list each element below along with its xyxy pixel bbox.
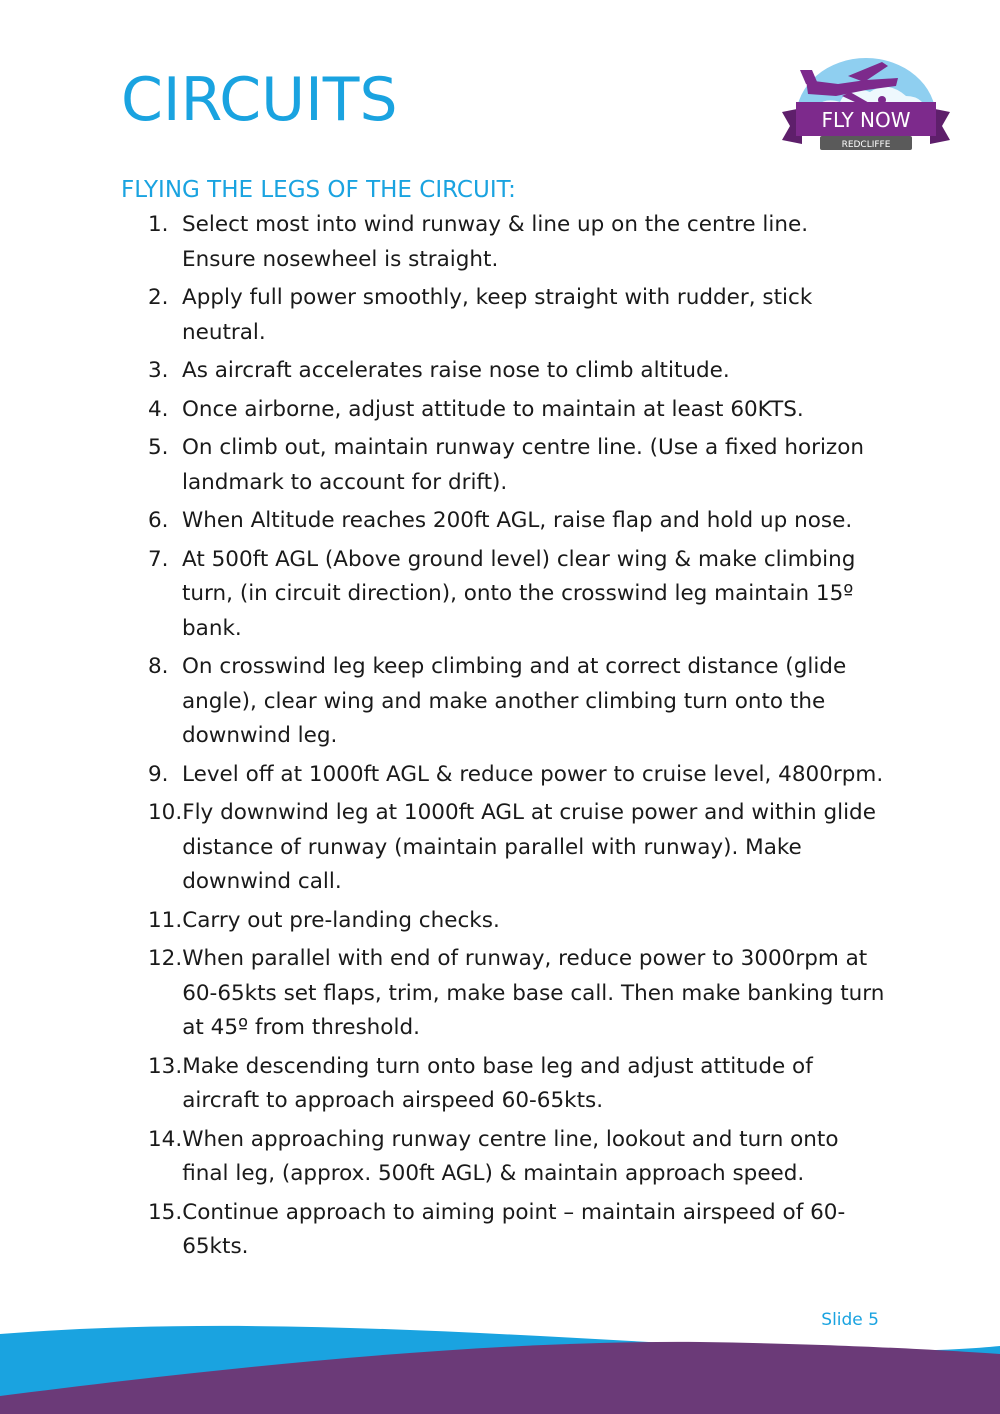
fly-now-logo <box>778 40 954 155</box>
step-number: 15. <box>148 1199 183 1225</box>
step-text: On climb out, maintain runway centre line. (Use a fixed horizon landmark to account for drift). <box>182 435 864 495</box>
step-text: Make descending turn onto base leg and adjust attitude of aircraft to approach airspeed 60-65kts. <box>182 1053 813 1113</box>
list-item <box>148 543 888 647</box>
step-text: When parallel with end of runway, reduce power to 3000rpm at 60-65kts set flaps, trim, make base call. Then make banking turn at 45º from threshold. <box>182 946 885 1040</box>
step-number: 4. <box>148 396 169 422</box>
logo-sub-text: REDCLIFFE <box>841 140 891 150</box>
slide-number: Slide 5 <box>821 1310 879 1330</box>
step-text: When approaching runway centre line, lookout and turn onto final leg, (approx. 500ft AGL) & maintain approach speed. <box>182 1126 839 1186</box>
step-text: Select most into wind runway & line up on the centre line. Ensure nosewheel is straight. <box>182 212 809 272</box>
step-text: Level off at 1000ft AGL & reduce power to cruise level, 4800rpm. <box>182 761 884 787</box>
step-number: 2. <box>148 285 169 310</box>
list-item <box>148 904 888 939</box>
step-number: 5. <box>148 435 169 460</box>
list-item <box>148 650 888 754</box>
step-number: 14. <box>148 1126 183 1152</box>
step-number: 12. <box>148 946 183 971</box>
step-number: 1. <box>148 212 169 237</box>
step-text: When Altitude reaches 200ft AGL, raise flap and hold up nose. <box>182 508 853 533</box>
circuit-steps-list <box>148 208 888 1269</box>
step-text: At 500ft AGL (Above ground level) clear wing & make climbing turn, (in circuit direction), onto the crosswind leg maintain 15º bank. <box>182 546 856 641</box>
step-text: Apply full power smoothly, keep straight with rudder, stick neutral. <box>182 285 813 345</box>
step-text: Continue approach to aiming point – maintain airspeed of 60-65kts. <box>182 1199 846 1259</box>
step-number: 9. <box>148 761 169 787</box>
list-item <box>148 942 888 1046</box>
page-title: CIRCUITS <box>121 65 398 135</box>
list-item <box>148 281 888 350</box>
step-text: On crosswind leg keep climbing and at correct distance (glide angle), clear wing and make another climbing turn onto the downwind leg. <box>182 654 847 748</box>
logo-main-text: FLY NOW <box>821 108 911 132</box>
step-text: As aircraft accelerates raise nose to climb altitude. <box>182 358 730 383</box>
section-heading: FLYING THE LEGS OF THE CIRCUIT: <box>121 177 516 203</box>
step-number: 6. <box>148 508 169 533</box>
step-text: Once airborne, adjust attitude to maintain at least 60KTS. <box>182 396 804 422</box>
step-number: 8. <box>148 654 169 679</box>
list-item <box>148 1050 888 1119</box>
list-item <box>148 1196 888 1265</box>
list-item <box>148 208 888 277</box>
list-item <box>148 393 888 428</box>
step-number: 7. <box>148 546 169 572</box>
step-number: 13. <box>148 1053 183 1079</box>
logo-banner <box>782 102 950 150</box>
list-item <box>148 758 888 793</box>
list-item <box>148 504 888 539</box>
step-number: 3. <box>148 358 169 383</box>
list-item <box>148 796 888 900</box>
step-number: 10. <box>148 800 183 825</box>
step-text: Fly downwind leg at 1000ft AGL at cruise power and within glide distance of runway (maintain parallel with runway). Make downwind call. <box>182 800 876 894</box>
list-item <box>148 431 888 500</box>
list-item <box>148 354 888 389</box>
step-text: Carry out pre-landing checks. <box>182 907 500 933</box>
list-item <box>148 1123 888 1192</box>
step-number: 11. <box>148 907 183 933</box>
